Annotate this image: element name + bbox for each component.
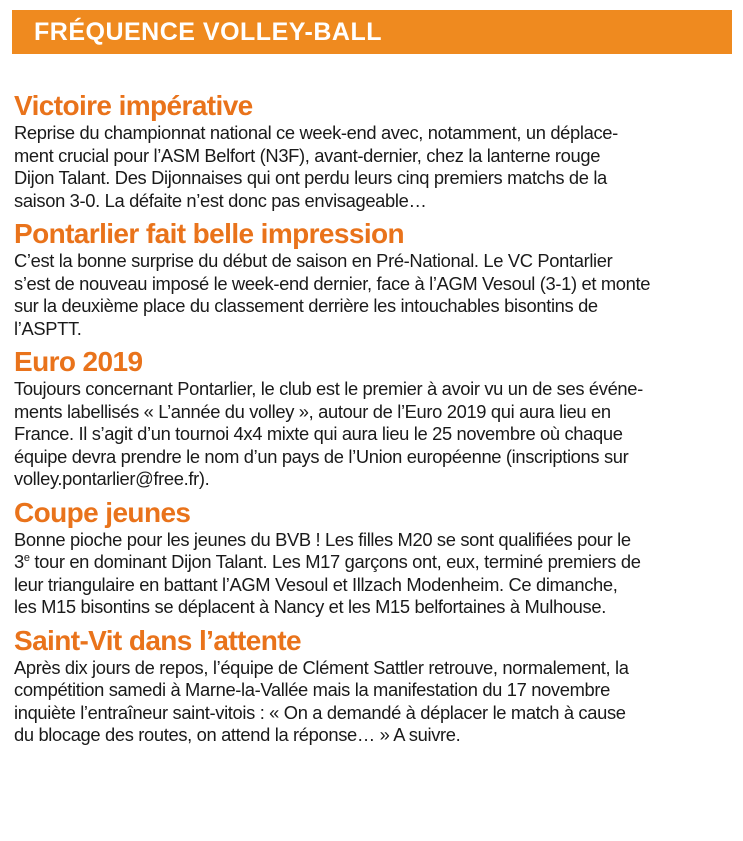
body-line: ment crucial pour l’ASM Belfort (N3F), avant-dernier, chez la lanterne rouge [14, 144, 601, 166]
article-pontarlier [14, 218, 730, 340]
article-body [14, 250, 730, 340]
article-title: Saint-Vit dans l’attente [14, 624, 301, 656]
body-line-with-ordinal [14, 551, 728, 574]
body-line-rest: tour en dominant Dijon Talant. Les M17 garçons ont, eux, terminé premiers de [34, 551, 641, 572]
article-title: Pontarlier fait belle impression [14, 218, 405, 249]
body-line: Dijon Talant. Des Dijonnaises qui ont perdu leurs cinq premiers matchs de la [14, 167, 607, 188]
ordinal-suffix: e [23, 551, 30, 564]
body-line: équipe devra prendre le nom d’un pays de l’Union européenne (inscriptions sur [14, 445, 629, 467]
body-line: compétition samedi à Marne-la-Vallée mais la manifestation du 17 novembre [14, 679, 611, 700]
article-saint-vit [14, 625, 730, 747]
body-line: s’est de nouveau imposé le week-end dernier, face à l’AGM Vesoul (3-1) et monte [14, 272, 651, 294]
article-body [14, 657, 730, 747]
body-line: inquiète l’entraîneur saint-vitois : « On a demandé à déplacer le match à cause [14, 701, 626, 723]
body-line: C’est la bonne surprise du début de saison en Pré-National. Le VC Pontarlier [14, 250, 613, 271]
articles-column [14, 90, 730, 753]
body-line: Après dix jours de repos, l’équipe de Clément Sattler retrouve, normalement, la [14, 656, 629, 678]
article-title: Victoire impérative [14, 90, 253, 121]
body-line: les M15 bisontins se déplacent à Nancy et les M15 belfortaines à Mulhouse. [14, 596, 606, 617]
body-line: Reprise du championnat national ce week-end avec, notamment, un déplace- [14, 122, 618, 143]
article-title: Coupe jeunes [14, 496, 191, 528]
body-line: Bonne pioche pour les jeunes du BVB ! Les filles M20 se sont qualifiées pour le [14, 528, 631, 550]
article-body [14, 378, 730, 491]
ordinal-number: 3 [14, 551, 24, 572]
article-title: Euro 2019 [14, 346, 143, 377]
section-title: FRÉQUENCE VOLLEY-BALL [34, 17, 383, 46]
article-euro-2019 [14, 346, 730, 491]
body-line: ments labellisés « L’année du volley », autour de l’Euro 2019 qui aura lieu en [14, 400, 611, 422]
body-line: volley.pontarlier@free.fr). [14, 468, 210, 489]
body-line: France. Il s’agit d’un tournoi 4x4 mixte qui aura lieu le 25 novembre où chaque [14, 423, 623, 444]
article-coupe-jeunes [14, 497, 730, 619]
body-line: Toujours concernant Pontarlier, le club est le premier à avoir vu un de ses événe- [14, 378, 643, 399]
article-body [14, 529, 730, 619]
article-body [14, 122, 730, 212]
article-victoire-imperative [14, 90, 730, 212]
body-line: l’ASPTT. [14, 317, 82, 339]
body-line: saison 3-0. La défaite n’est donc pas envisageable… [14, 189, 427, 211]
body-line: leur triangulaire en battant l’AGM Vesoul et Illzach Modenheim. Ce dimanche, [14, 573, 618, 595]
body-line: sur la deuxième place du classement derrière les intouchables bisontins de [14, 295, 598, 316]
body-line: du blocage des routes, on attend la réponse… » A suivre. [14, 724, 461, 745]
section-header-bar [12, 10, 732, 54]
